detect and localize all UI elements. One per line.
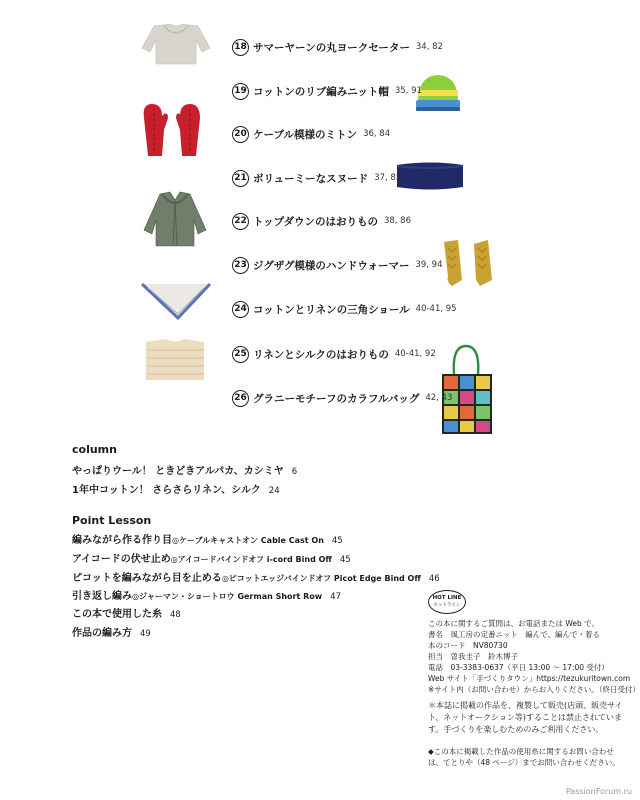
lesson-page: 45 xyxy=(331,536,343,546)
lesson-line-3[interactable] xyxy=(72,569,440,584)
item-25[interactable] xyxy=(232,344,436,364)
info-line: 書名 風工房の定番ニット 編んで、編んで・着る xyxy=(428,630,601,639)
lesson-main: 引き返し編み xyxy=(72,591,132,602)
info-line: 電話 03-3383-0637（平日 13:00 ～ 17:00 受付） xyxy=(428,663,609,672)
item-number: 19 xyxy=(232,83,249,100)
item-19[interactable] xyxy=(232,81,422,101)
lesson-line-2[interactable] xyxy=(72,550,351,565)
item-title: コットンとリネンの三角ショール xyxy=(253,303,410,316)
item-24[interactable] xyxy=(232,299,457,319)
lesson-line-5[interactable] xyxy=(72,605,181,620)
item-number: 22 xyxy=(232,213,249,230)
item-title: コットンのリブ編みニット帽 xyxy=(253,85,389,98)
column-line-page: 6 xyxy=(291,467,298,477)
cardigan-image xyxy=(140,190,210,248)
item-22[interactable] xyxy=(232,211,411,231)
lesson-heading: Point Lesson xyxy=(72,514,152,527)
item-number: 25 xyxy=(232,346,249,363)
item-21[interactable] xyxy=(232,168,401,188)
column-line-page: 24 xyxy=(268,486,280,496)
item-title: サマーヤーンの丸ヨークセーター xyxy=(253,41,410,54)
lesson-main: 作品の編み方 xyxy=(72,628,132,639)
item-title: トップダウンのはおりもの xyxy=(253,215,378,228)
hotline-label: HOT LINE xyxy=(432,595,462,601)
column-line-text: 1年中コットン！ さらさらリネン、シルク xyxy=(72,485,261,496)
column-heading: column xyxy=(72,443,117,456)
watermark: PassionForum.ru xyxy=(565,787,632,796)
lesson-line-1[interactable] xyxy=(72,531,343,546)
item-pages: 37, 85 xyxy=(374,173,402,183)
sweater-image xyxy=(140,22,212,66)
item-23[interactable] xyxy=(232,255,443,275)
lesson-sub: ◎ピコットエッジバインドオフ Picot Edge Bind Off xyxy=(221,574,421,583)
item-26[interactable] xyxy=(232,388,452,408)
item-title: グラニーモチーフのカラフルバッグ xyxy=(253,392,420,405)
lesson-sub: ◎ケーブルキャストオン Cable Cast On xyxy=(172,536,324,545)
item-pages: 34, 82 xyxy=(415,42,443,52)
item-title: ジグザグ模様のハンドウォーマー xyxy=(253,259,410,272)
hotline-logo xyxy=(428,590,466,614)
item-pages: 40-41, 92 xyxy=(394,349,436,359)
hotline-sub: ホットライン xyxy=(433,603,461,608)
lesson-page: 49 xyxy=(140,629,151,639)
lesson-main: アイコードの伏せ止め xyxy=(72,554,171,565)
lesson-main: この本で使用した糸 xyxy=(72,609,162,620)
copy-notice: ＊本誌に掲載の作品を、複製して販売(店頭、販売サイト、ネットオークション等)することは禁止されています。手づくりを楽しむためのみご利用ください。 xyxy=(428,701,623,734)
mittens-image xyxy=(140,100,204,160)
info-line: Web サイト「手づくりタウン」https://tezukuritown.com xyxy=(428,674,631,683)
item-18[interactable] xyxy=(232,37,443,57)
item-number: 23 xyxy=(232,257,249,274)
item-number: 26 xyxy=(232,390,249,407)
item-pages: 38, 86 xyxy=(383,216,411,226)
item-number: 20 xyxy=(232,126,249,143)
lesson-line-4[interactable] xyxy=(72,587,341,602)
linen-silk-top-image xyxy=(142,336,208,384)
info-line: この本に関するご質問は、お電話または Web で。 xyxy=(428,619,599,628)
lesson-page: 45 xyxy=(339,555,351,565)
column-line-text: やっぱりウール！ ときどきアルパカ、カシミヤ xyxy=(72,466,284,477)
lesson-page: 46 xyxy=(428,574,440,584)
item-pages: 42, 43 xyxy=(425,393,453,403)
lesson-line-6[interactable] xyxy=(72,624,151,639)
item-title: ボリューミーなスヌード xyxy=(253,172,369,185)
item-pages: 39, 94 xyxy=(415,260,443,270)
info-line: 担当 曽我圭子 鈴木博子 xyxy=(428,652,518,661)
item-pages: 40-41, 95 xyxy=(415,304,457,314)
info-line: ※サイト内（お問い合わせ）からお入りください。（終日受付） xyxy=(428,685,640,694)
item-20[interactable] xyxy=(232,124,390,144)
lesson-sub: ◎ジャーマン・ショートロウ German Short Row xyxy=(132,592,323,601)
lesson-page: 47 xyxy=(330,592,341,602)
lesson-page: 48 xyxy=(170,610,181,620)
item-number: 21 xyxy=(232,170,249,187)
lesson-main: ピコットを編みながら目を止める xyxy=(72,573,222,584)
item-pages: 36, 84 xyxy=(363,129,391,139)
column-line-1[interactable] xyxy=(72,462,297,477)
column-line-2[interactable] xyxy=(72,481,280,496)
triangle-shawl-image xyxy=(140,278,212,320)
snood-image xyxy=(394,160,466,192)
item-title: ケーブル模様のミトン xyxy=(253,128,358,141)
item-number: 18 xyxy=(232,39,249,56)
lesson-main: 編みながら作る作り目 xyxy=(72,535,172,546)
item-number: 24 xyxy=(232,301,249,318)
hand-warmers-image xyxy=(440,236,498,294)
yarn-notice: ◆この本に掲載した作品の使用糸に関するお問い合わせは、てとりや（48 ページ）までお問い合わせください。 xyxy=(428,747,620,767)
lesson-sub: ◎アイコードバインドオフ i-cord Bind Off xyxy=(170,555,332,564)
item-pages: 35, 91 xyxy=(394,86,422,96)
info-line: 本のコード NV80730 xyxy=(428,641,508,650)
inquiry-info xyxy=(428,618,640,695)
item-title: リネンとシルクのはおりもの xyxy=(253,348,389,361)
